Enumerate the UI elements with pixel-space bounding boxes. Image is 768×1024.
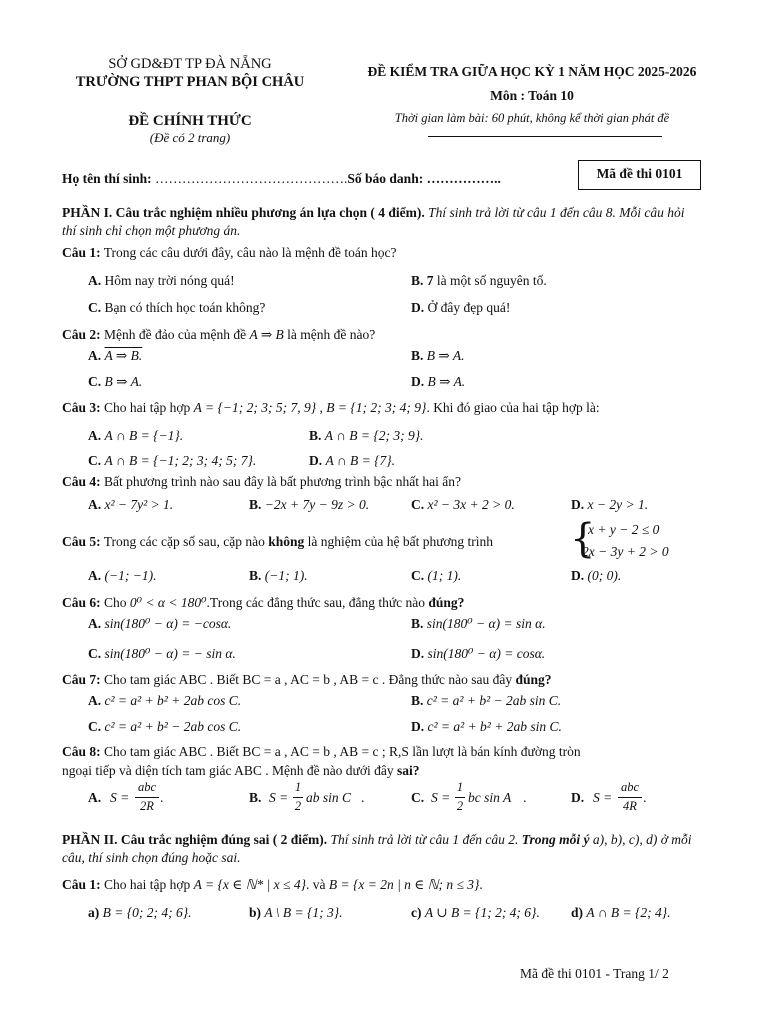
p1-q3-option-d[interactable] (309, 453, 395, 469)
p1-q5-option-c[interactable] (411, 568, 461, 584)
fraction-bar (455, 797, 465, 798)
p1-q2-option-c[interactable] (88, 374, 142, 390)
exam-title: ĐỀ KIỂM TRA GIỮA HỌC KỲ 1 NĂM HỌC 2025-2026 (367, 64, 697, 79)
p1-q5-text-end: là nghiệm của hệ bất phương trình (307, 534, 494, 549)
department-name: SỞ GD&ĐT TP ĐÀ NẴNG (108, 56, 272, 72)
item-letter: d) (571, 905, 584, 920)
p2-q1-text: Cho hai tập hợp (104, 877, 191, 892)
fraction-denominator: 4R (623, 799, 637, 813)
option-lhs: S = (110, 790, 130, 805)
student-row (62, 171, 501, 187)
option-text: là một số nguyên tố. (436, 273, 547, 288)
p1-q6-stem (62, 595, 464, 611)
p1-q7-option-a[interactable] (88, 693, 241, 709)
option-math: x² − 3x + 2 > 0. (427, 497, 515, 512)
option-letter: D. (411, 374, 425, 389)
p1-q5-option-a[interactable] (88, 568, 156, 584)
p1-q7-label: Câu 7: (62, 672, 101, 687)
sbd-dots: …………….. (426, 171, 501, 186)
option-math: sin(180⁰ − α) = sin α. (426, 616, 546, 631)
option-math: (−1; −1). (104, 568, 157, 583)
option-letter: B. (411, 348, 424, 363)
option-math: A ⇒ B. (104, 348, 143, 363)
item-letter: a) (88, 905, 100, 920)
option-letter: A. (88, 428, 102, 443)
part2-title: PHẦN II. Câu trắc nghiệm đúng sai ( 2 điểm). (62, 832, 328, 847)
p1-q3-text: Cho hai tập hợp (104, 400, 191, 415)
option-math: sin(180⁰ − α) = −cosα. (104, 616, 232, 631)
option-math: B ⇒ A. (104, 374, 143, 389)
part1-instructions: Thí sinh trả lời từ câu 1 đến câu 8. Mỗi câu hỏi thí sinh chỉ chọn một phương án. (62, 205, 685, 238)
p1-q1-text: Trong các câu dưới đây, câu nào là mệnh đề toán học? (103, 245, 397, 260)
option-letter: A. (88, 568, 102, 583)
p1-q2-text: Mệnh đề đảo của mệnh đề (104, 327, 247, 342)
fraction-numerator: abc (137, 780, 157, 794)
p2-q1-set-a: A = {x ∈ ℕ* | x ≤ 4} (193, 877, 306, 892)
option-text: Ở đây đẹp quá! (427, 300, 511, 315)
p1-q6-text: Cho (104, 595, 127, 610)
option-math: A ∩ B = {2; 3; 9}. (324, 428, 424, 443)
p1-q6-option-d[interactable] (411, 646, 545, 662)
p1-q3-stem: Câu 3: Cho hai tập hợp A = {−1; 2; 3; 5; 7, 9} , B = {1; 2; 3; 4; 9}. Khi đó giao của hai tập hợp là: (62, 400, 600, 415)
p1-q5-emphasis: không (268, 534, 305, 549)
sbd-label: Số báo danh: (347, 171, 424, 186)
option-rest: bc sin A (468, 790, 512, 805)
time-note: Thời gian làm bài: 60 phút, không kể thời gian phát đề (394, 111, 670, 125)
fraction-numerator: abc (620, 780, 640, 794)
option-letter: D. (571, 568, 585, 583)
p1-q2-expression: A ⇒ B (249, 327, 284, 342)
p1-q8-stem-line1 (62, 744, 581, 760)
option-math: x² − 7y² > 1. (104, 497, 174, 512)
p1-q6-option-c[interactable] (88, 646, 236, 662)
p1-q8-text-2: ngoại tiếp và diện tích tam giác ABC . Mệnh đề nào dưới đây (62, 763, 394, 778)
p2-q1-item-a[interactable] (88, 905, 192, 921)
option-letter: C. (88, 374, 102, 389)
option-lhs: S = (431, 790, 451, 805)
option-math: B ⇒ A. (426, 348, 465, 363)
option-math: A ∩ B = {7}. (325, 453, 396, 468)
option-math: sin(180⁰ − α) = − sin α. (104, 646, 236, 661)
fraction-denominator: 2 (456, 799, 464, 813)
p1-q7-option-b[interactable] (411, 693, 561, 709)
option-letter: A. (88, 616, 102, 631)
part1-heading (62, 204, 702, 240)
option-letter: A. (88, 497, 102, 512)
part2-heading (62, 831, 702, 867)
option-letter: B. (249, 497, 262, 512)
option-math: −2x + 7y − 9z > 0. (264, 497, 370, 512)
option-math: c² = a² + b² + 2ab sin C. (427, 719, 562, 734)
option-letter: C. (88, 646, 102, 661)
p1-q7-option-d[interactable] (411, 719, 562, 735)
option-letter: B. (249, 568, 262, 583)
student-name-label: Họ tên thí sinh: (62, 171, 152, 186)
p1-q1-label: Câu 1: (62, 245, 101, 260)
p1-q5-inequality-1: x + y − 2 ≤ 0 (588, 522, 660, 537)
p2-q1-item-d[interactable] (571, 905, 671, 921)
p1-q1-option-a[interactable] (88, 273, 235, 289)
p1-q4-option-d[interactable] (571, 497, 648, 513)
p1-q4-option-a[interactable] (88, 497, 173, 513)
part2-instructions-2: a), b), c), d) ở mỗi câu, thí sinh chọn đúng hoặc sai. (62, 832, 692, 865)
option-math: A ∩ B = {−1}. (104, 428, 184, 443)
item-math: A ∪ B = {1; 2; 4; 6}. (424, 905, 540, 920)
p1-q1-option-c[interactable] (88, 300, 265, 316)
pages-note: (Đề có 2 trang) (149, 130, 231, 145)
official-label: ĐỀ CHÍNH THỨC (128, 113, 252, 129)
option-text: Hôm nay trời nóng quá! (104, 273, 235, 288)
system-brace: { (570, 516, 596, 562)
p1-q4-text: Bất phương trình nào sau đây là bất phương trình bậc nhất hai ẩn? (104, 474, 461, 489)
option-letter: B. (249, 790, 262, 805)
option-math: x − 2y > 1. (587, 497, 649, 512)
p2-q1-item-c[interactable] (411, 905, 540, 921)
option-letter: A. (88, 273, 102, 288)
subject: Môn : Toán 10 (490, 88, 574, 103)
p1-q5-option-b[interactable] (249, 568, 308, 584)
fraction-denominator: 2R (140, 799, 154, 813)
option-letter: A. (88, 790, 102, 805)
school-name: TRƯỜNG THPT PHAN BỘI CHÂU (75, 74, 305, 90)
p1-q2-option-a[interactable] (88, 348, 142, 364)
p1-q6-condition: 0⁰ < α < 180⁰ (129, 595, 207, 610)
option-letter: D. (411, 646, 425, 661)
option-letter: D. (411, 719, 425, 734)
option-math: (−1; 1). (264, 568, 308, 583)
p1-q8-text: Cho tam giác ABC . Biết BC = a , AC = b , AB = c ; R,S lần lượt là bán kính đường tròn (104, 744, 581, 759)
p1-q2-label: Câu 2: (62, 327, 101, 342)
p1-q3-set-b: B = {1; 2; 3; 4; 9} (326, 400, 427, 415)
fraction-denominator: 2 (294, 799, 302, 813)
p1-q2-text-end: là mệnh đề nào? (287, 327, 376, 342)
p1-q6-emphasis: đúng? (428, 595, 465, 610)
option-letter: C. (88, 300, 102, 315)
option-letter: B. (411, 273, 424, 288)
p2-q1-text-mid: . và (305, 877, 326, 892)
option-letter: C. (411, 568, 425, 583)
option-letter: B. (309, 428, 322, 443)
item-math: B = {0; 2; 4; 6}. (102, 905, 192, 920)
option-lhs: S = (269, 790, 289, 805)
p1-q5-stem (62, 534, 493, 550)
p1-q8-emphasis: sai? (397, 763, 420, 778)
option-letter: C. (411, 497, 425, 512)
option-math: c² = a² + b² − 2ab cos C. (104, 719, 242, 734)
option-letter: D. (411, 300, 425, 315)
p2-q1-set-b: B = {x = 2n | n ∈ ℕ; n ≤ 3} (328, 877, 480, 892)
option-lhs: S = (593, 790, 613, 805)
option-letter: D. (571, 790, 585, 805)
header-underline (428, 136, 662, 137)
student-name-dots: ……………………………………. (155, 171, 348, 186)
item-letter: b) (249, 905, 262, 920)
p1-q3-set-a: A = {−1; 2; 3; 5; 7, 9} (193, 400, 317, 415)
option-rest: ab sin C (306, 790, 352, 805)
p1-q3-option-a[interactable] (88, 428, 183, 444)
p2-q1-stem: Câu 1: Cho hai tập hợp A = {x ∈ ℕ* | x ≤ 4}. và B = {x = 2n | n ∈ ℕ; n ≤ 3}. (62, 877, 483, 892)
p1-q6-text-end: .Trong các đẳng thức sau, đẳng thức nào (206, 595, 426, 610)
p1-q7-stem (62, 672, 552, 688)
option-letter: C. (88, 719, 102, 734)
part1-title: PHẦN I. Câu trắc nghiệm nhiều phương án lựa chọn ( 4 điểm). (62, 205, 425, 220)
p1-q5-option-d[interactable] (571, 568, 621, 584)
option-letter: C. (411, 790, 425, 805)
option-letter: B. (411, 616, 424, 631)
option-letter: C. (88, 453, 102, 468)
p1-q2-option-b[interactable] (411, 348, 464, 364)
fraction-bar (135, 797, 159, 798)
item-letter: c) (411, 905, 422, 920)
p1-q5-text: Trong các cặp số sau, cặp nào (103, 534, 265, 549)
p1-q3-option-c[interactable] (88, 453, 256, 469)
p1-q7-text: Cho tam giác ABC . Biết BC = a , AC = b , AB = c . Đẳng thức nào sau đây (104, 672, 513, 687)
p1-q4-option-b[interactable] (249, 497, 369, 513)
option-math: (1; 1). (427, 568, 462, 583)
p1-q8-stem-line2 (62, 763, 420, 779)
p1-q2-stem (62, 327, 375, 343)
p2-q1-label: Câu 1: (62, 877, 101, 892)
fraction-numerator: 1 (294, 780, 302, 794)
p1-q3-text-end: . Khi đó giao của hai tập hợp là: (426, 400, 600, 415)
option-letter: B. (411, 693, 424, 708)
option-math: c² = a² + b² − 2ab sin C. (426, 693, 562, 708)
p1-q3-option-b[interactable] (309, 428, 424, 444)
part2-instructions: Thí sinh trả lời từ câu 1 đến câu 2. (330, 832, 519, 847)
page-footer: Mã đề thi 0101 - Trang 1/ 2 (520, 966, 669, 981)
exam-code-box: Mã đề thi 0101 (578, 160, 701, 190)
p1-q6-label: Câu 6: (62, 595, 101, 610)
p1-q4-label: Câu 4: (62, 474, 101, 489)
item-math: A ∩ B = {2; 4}. (586, 905, 671, 920)
p1-q7-option-c[interactable] (88, 719, 241, 735)
p1-q2-option-d[interactable] (411, 374, 465, 390)
p1-q1-stem (62, 245, 397, 261)
option-math: sin(180⁰ − α) = cosα. (427, 646, 546, 661)
p1-q5-inequality-2: 2x − 3y + 2 > 0 (582, 544, 669, 559)
option-letter: D. (571, 497, 585, 512)
option-number: 7 (426, 273, 434, 288)
p1-q6-option-b[interactable] (411, 616, 546, 632)
p1-q3-label: Câu 3: (62, 400, 101, 415)
item-math: A \ B = {1; 3}. (264, 905, 343, 920)
fraction-numerator: 1 (456, 780, 464, 794)
option-text: Bạn có thích học toán không? (104, 300, 266, 315)
fraction-bar (293, 797, 303, 798)
p1-q5-label: Câu 5: (62, 534, 101, 549)
fraction-bar (618, 797, 642, 798)
option-math: c² = a² + b² + 2ab cos C. (104, 693, 242, 708)
p1-q7-emphasis: đúng? (515, 672, 552, 687)
p1-q4-stem (62, 474, 461, 490)
option-math: B ⇒ A. (427, 374, 466, 389)
part2-instructions-emphasis: Trong mỗi ý (521, 832, 590, 847)
option-letter: A. (88, 693, 102, 708)
p1-q4-option-c[interactable] (411, 497, 515, 513)
option-letter: D. (309, 453, 323, 468)
option-letter: A. (88, 348, 102, 363)
option-math: (0; 0). (587, 568, 622, 583)
p1-q8-label: Câu 8: (62, 744, 101, 759)
p1-q1-option-d[interactable] (411, 300, 510, 316)
p1-q1-option-b[interactable] (411, 273, 547, 289)
option-math: A ∩ B = {−1; 2; 3; 4; 5; 7}. (104, 453, 257, 468)
p2-q1-item-b[interactable] (249, 905, 343, 921)
p1-q6-option-a[interactable] (88, 616, 231, 632)
